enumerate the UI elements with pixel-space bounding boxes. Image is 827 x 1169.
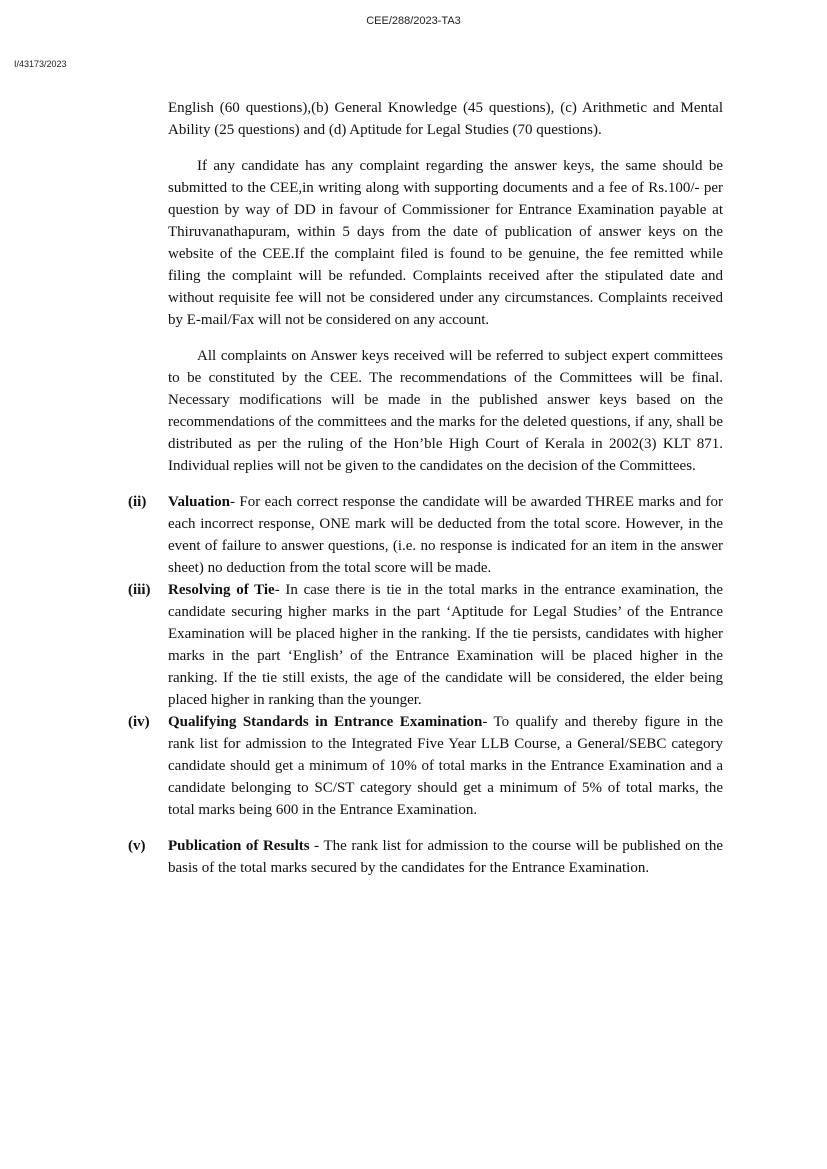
section-text: - In case there is tie in the total marks in the entrance examination, the candidate securing higher marks in the part ‘Aptitude for Legal Studies’ of the Entrance Examination will be placed higher in the ranking. If the tie persists, candidates with higher marks in the part ‘English’ of the Entrance Examination will be placed higher in the ranking. If the tie still exists, the age of the candidate will be considered, the elder being placed higher in ranking than the younger. <box>168 582 723 708</box>
section-heading: Valuation <box>168 494 230 510</box>
section-qualifying-standards <box>128 711 723 821</box>
section-text: - For each correct response the candidate will be awarded THREE marks and for each incorrect response, ONE mark will be deducted from the total score. However, in the event of failure to answer questions, (i.e. no response is indicated for an item in the answer sheet) no deduction from the total score will be made. <box>168 494 723 576</box>
document-reference: CEE/288/2023-TA3 <box>366 15 461 27</box>
paragraph-subjects: English (60 questions),(b) General Knowledge (45 questions), (c) Arithmetic and Mental Ability (25 questions) and (d) Aptitude for Legal Studies (70 questions). <box>168 100 723 138</box>
section-heading: Resolving of Tie <box>168 582 275 598</box>
section-resolving-tie <box>128 579 723 711</box>
file-number: I/43173/2023 <box>14 59 67 69</box>
section-number: (v) <box>128 838 146 854</box>
spacer <box>168 331 723 345</box>
paragraph-expert-committees: All complaints on Answer keys received will be referred to subject expert committees to be constituted by the CEE. The recommendations of the Committees will be final. Necessary modifications will be made in the published answer keys based on the recommendations of the committees and the marks for the deleted questions, if any, shall be distributed as per the ruling of the Hon’ble High Court of Kerala in 2002(3) KLT 871. Individual replies will not be given to the candidates on the decision of the Committees. <box>168 348 723 474</box>
section-text: - To qualify and thereby figure in the rank list for admission to the Integrated Five Year LLB Course, a General/SEBC category candidate should get a minimum of 10% of total marks in the Entrance Examination and a candidate belonging to SC/ST category should get a minimum of 5% of total marks, the total marks being 600 in the Entrance Examination. <box>168 714 723 818</box>
spacer <box>168 141 723 155</box>
section-number: (ii) <box>128 494 147 510</box>
section-publication-results <box>128 835 724 879</box>
spacer <box>168 477 723 491</box>
document-body <box>128 97 724 879</box>
paragraph-complaints: If any candidate has any complaint regarding the answer keys, the same should be submitted to the CEE,in writing along with supporting documents and a fee of Rs.100/- per question by way of DD in favour of Commissioner for Entrance Examination payable at Thiruvanathapuram, within 5 days from the date of publication of answer keys on the website of the CEE.If the complaint filed is found to be genuine, the fee remitted while filing the complaint will be refunded. Complaints received after the stipulated date and without requisite fee will not be considered under any circumstances. Complaints received by E-mail/Fax will not be considered on any account. <box>168 158 723 328</box>
section-number: (iii) <box>128 582 151 598</box>
section-valuation <box>128 491 723 579</box>
section-heading: Qualifying Standards in Entrance Examination <box>168 714 483 730</box>
section-text: - The rank list for admission to the course will be published on the basis of the total marks secured by the candidates for the Entrance Examination. <box>168 838 724 876</box>
section-heading: Publication of Results <box>168 838 310 854</box>
spacer <box>168 821 723 835</box>
section-number: (iv) <box>128 714 150 730</box>
